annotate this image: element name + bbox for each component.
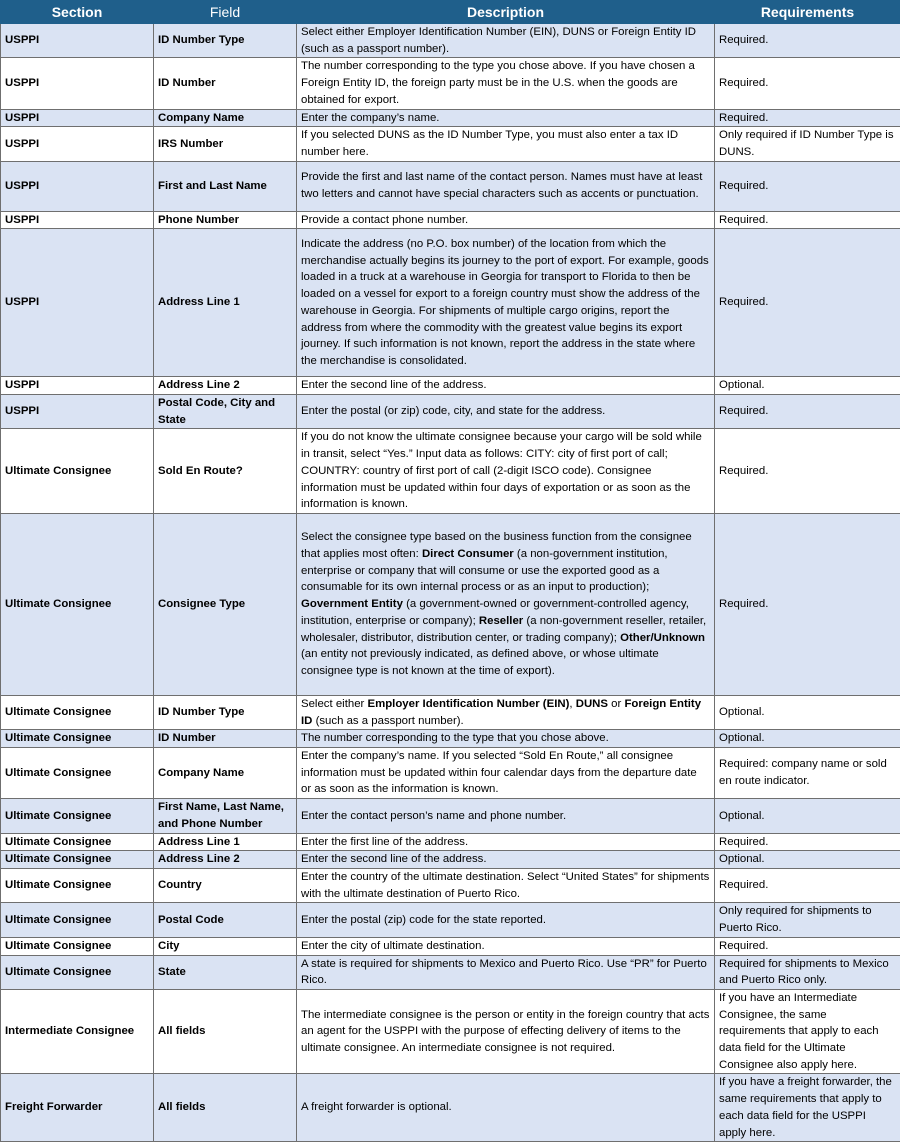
description-cell: The intermediate consignee is the person or entity in the foreign country that acts an agent for the USPPI with the purpose of effecting delivery of items to the ultimate consignee. An intermediate consignee is not required. xyxy=(297,989,715,1074)
field-cell: Sold En Route? xyxy=(154,429,297,514)
requirements-cell: If you have a freight forwarder, the same requirements that apply to each data field for the USPPI apply here. xyxy=(715,1074,900,1142)
requirements-cell: Only required if ID Number Type is DUNS. xyxy=(715,127,900,161)
table-row xyxy=(1,395,900,429)
section-cell: USPPI xyxy=(1,127,154,161)
section-cell: Intermediate Consignee xyxy=(1,989,154,1074)
requirements-cell: Required. xyxy=(715,868,900,902)
field-cell: ID Number Type xyxy=(154,695,297,729)
requirements-cell: Optional. xyxy=(715,695,900,729)
description-text: (a non-government institution, enterprise or company that will consume or use the exported good as a consumable for its own internal process or as an input to production); xyxy=(301,548,668,593)
field-cell: State xyxy=(154,955,297,989)
description-cell xyxy=(297,513,715,695)
requirements-cell: Optional. xyxy=(715,799,900,833)
requirements-cell: Required. xyxy=(715,833,900,851)
requirements-cell: Required. xyxy=(715,395,900,429)
table-row xyxy=(1,868,900,902)
table-row xyxy=(1,161,900,211)
description-bold-term: DUNS xyxy=(576,698,608,710)
section-cell: Ultimate Consignee xyxy=(1,851,154,869)
field-cell: Company Name xyxy=(154,109,297,127)
description-bold-term: Direct Consumer xyxy=(422,548,514,560)
section-cell: Ultimate Consignee xyxy=(1,903,154,937)
description-cell: Enter the second line of the address. xyxy=(297,851,715,869)
table-row xyxy=(1,58,900,109)
description-text: (such as a passport number). xyxy=(312,715,463,727)
table-row xyxy=(1,695,900,729)
table-row xyxy=(1,1074,900,1142)
requirements-cell: Required. xyxy=(715,161,900,211)
table-row xyxy=(1,955,900,989)
table-row xyxy=(1,429,900,514)
field-cell: Company Name xyxy=(154,748,297,799)
section-cell: Ultimate Consignee xyxy=(1,955,154,989)
section-cell: USPPI xyxy=(1,24,154,58)
field-cell: Country xyxy=(154,868,297,902)
table-row xyxy=(1,989,900,1074)
description-text: (a government-owned or government-controlled agency, institution, enterprise or company); xyxy=(301,598,689,627)
description-cell: If you do not know the ultimate consignee because your cargo will be sold while in transit, select “Yes.” Input data as follows: CITY: city of first port of call; COUNTRY: country of first port of call (2-digit ISCO code). Consignee information must be updated within four days of exportation or as soon as the information is known. xyxy=(297,429,715,514)
column-header-description: Description xyxy=(297,1,715,24)
field-cell: All fields xyxy=(154,1074,297,1142)
section-cell: USPPI xyxy=(1,161,154,211)
description-cell: Provide the first and last name of the contact person. Names must have at least two letters and cannot have special characters such as accents or punctuation. xyxy=(297,161,715,211)
column-header-field: Field xyxy=(154,1,297,24)
field-cell: ID Number Type xyxy=(154,24,297,58)
description-cell: Provide a contact phone number. xyxy=(297,211,715,229)
description-text: (a non-government reseller, retailer, wholesaler, distributor, distribution center, or trading company); xyxy=(301,615,706,644)
description-cell: Enter the company’s name. xyxy=(297,109,715,127)
description-bold-term: Other/Unknown xyxy=(620,632,705,644)
requirements-cell: Required. xyxy=(715,24,900,58)
table-row xyxy=(1,211,900,229)
requirements-cell: Required. xyxy=(715,109,900,127)
field-cell: Address Line 2 xyxy=(154,377,297,395)
requirements-cell: Required for shipments to Mexico and Puerto Rico only. xyxy=(715,955,900,989)
field-cell: Phone Number xyxy=(154,211,297,229)
requirements-cell: Required. xyxy=(715,937,900,955)
requirements-cell: Optional. xyxy=(715,730,900,748)
description-cell: Enter the postal (zip) code for the state reported. xyxy=(297,903,715,937)
field-cell: Address Line 1 xyxy=(154,833,297,851)
requirements-cell: Optional. xyxy=(715,377,900,395)
description-cell: A state is required for shipments to Mexico and Puerto Rico. Use “PR” for Puerto Rico. xyxy=(297,955,715,989)
table-row xyxy=(1,377,900,395)
section-cell: Ultimate Consignee xyxy=(1,513,154,695)
section-cell: USPPI xyxy=(1,377,154,395)
column-header-section: Section xyxy=(1,1,154,24)
requirements-cell: Only required for shipments to Puerto Rico. xyxy=(715,903,900,937)
requirements-cell: Required. xyxy=(715,211,900,229)
description-cell: Enter the first line of the address. xyxy=(297,833,715,851)
table-row xyxy=(1,851,900,869)
field-cell: Address Line 1 xyxy=(154,229,297,377)
section-cell: USPPI xyxy=(1,58,154,109)
description-text: or xyxy=(608,698,624,710)
description-cell: Enter the contact person’s name and phone number. xyxy=(297,799,715,833)
description-bold-term: Employer Identification Number (EIN) xyxy=(367,698,569,710)
description-bold-term: Reseller xyxy=(479,615,523,627)
description-cell: Select either Employer Identification Number (EIN), DUNS or Foreign Entity ID (such as a passport number). xyxy=(297,24,715,58)
field-cell: Postal Code xyxy=(154,903,297,937)
description-text: (an entity not previously indicated, as defined above, or whose ultimate consignee type is not known at the time of export). xyxy=(301,648,659,677)
table-row xyxy=(1,109,900,127)
table-row xyxy=(1,748,900,799)
section-cell: USPPI xyxy=(1,109,154,127)
description-cell: If you selected DUNS as the ID Number Type, you must also enter a tax ID number here. xyxy=(297,127,715,161)
requirements-cell: Required. xyxy=(715,429,900,514)
field-cell: IRS Number xyxy=(154,127,297,161)
table-row xyxy=(1,24,900,58)
description-text: , xyxy=(569,698,575,710)
section-cell: Ultimate Consignee xyxy=(1,937,154,955)
requirements-cell: Required. xyxy=(715,513,900,695)
table-row xyxy=(1,730,900,748)
table-row xyxy=(1,799,900,833)
column-header-requirements: Requirements xyxy=(715,1,900,24)
table-row xyxy=(1,127,900,161)
description-cell: The number corresponding to the type you chose above. If you have chosen a Foreign Entity ID, the foreign party must be in the U.S. when the goods are obtained for export. xyxy=(297,58,715,109)
section-cell: Ultimate Consignee xyxy=(1,868,154,902)
description-text: Select the consignee type based on the business function from the consignee that applies most often: xyxy=(301,531,692,560)
field-cell: Address Line 2 xyxy=(154,851,297,869)
description-cell: Enter the company’s name. If you selected “Sold En Route,” all consignee information must be updated within four calendar days from the departure date or as soon as the information is known. xyxy=(297,748,715,799)
requirements-cell: Required. xyxy=(715,229,900,377)
field-cell: Consignee Type xyxy=(154,513,297,695)
requirements-cell: If you have an Intermediate Consignee, the same requirements that apply to each data field for the Ultimate Consignee also apply here. xyxy=(715,989,900,1074)
description-cell: Indicate the address (no P.O. box number) of the location from which the merchandise actually begins its journey to the port of export. For example, goods loaded in a truck at a warehouse in Georgia for transport to Florida to then be loaded on a vessel for export to a foreign country must show the address of the warehouse in Georgia. For shipments of multiple cargo origins, report the address from where the commodity with the greatest value begins its export journey. If such information is not known, report the address in the state where the merchandise is consolidated. xyxy=(297,229,715,377)
table-row xyxy=(1,903,900,937)
field-cell: Postal Code, City and State xyxy=(154,395,297,429)
requirements-cell: Required: company name or sold en route indicator. xyxy=(715,748,900,799)
description-cell: Enter the country of the ultimate destination. Select “United States” for shipments with the ultimate destination of Puerto Rico. xyxy=(297,868,715,902)
field-cell: All fields xyxy=(154,989,297,1074)
description-cell: Enter the city of ultimate destination. xyxy=(297,937,715,955)
header-row xyxy=(1,1,900,24)
section-cell: Ultimate Consignee xyxy=(1,730,154,748)
section-cell: USPPI xyxy=(1,229,154,377)
field-cell: ID Number xyxy=(154,730,297,748)
section-cell: Ultimate Consignee xyxy=(1,429,154,514)
description-cell: The number corresponding to the type that you chose above. xyxy=(297,730,715,748)
description-cell: A freight forwarder is optional. xyxy=(297,1074,715,1142)
table-row xyxy=(1,833,900,851)
field-cell: City xyxy=(154,937,297,955)
section-cell: USPPI xyxy=(1,395,154,429)
table-row xyxy=(1,937,900,955)
description-cell xyxy=(297,695,715,729)
section-cell: Ultimate Consignee xyxy=(1,695,154,729)
section-cell: Ultimate Consignee xyxy=(1,748,154,799)
section-cell: Ultimate Consignee xyxy=(1,799,154,833)
field-cell: First Name, Last Name, and Phone Number xyxy=(154,799,297,833)
table-row xyxy=(1,229,900,377)
table-row xyxy=(1,513,900,695)
description-cell: Enter the second line of the address. xyxy=(297,377,715,395)
requirements-cell: Required. xyxy=(715,58,900,109)
description-bold-term: Foreign Entity ID xyxy=(301,698,701,727)
section-cell: Ultimate Consignee xyxy=(1,833,154,851)
section-cell: USPPI xyxy=(1,211,154,229)
description-text: Select either xyxy=(301,698,367,710)
requirements-cell: Optional. xyxy=(715,851,900,869)
description-bold-term: Government Entity xyxy=(301,598,403,610)
field-cell: ID Number xyxy=(154,58,297,109)
section-cell: Freight Forwarder xyxy=(1,1074,154,1142)
description-cell: Enter the postal (or zip) code, city, and state for the address. xyxy=(297,395,715,429)
field-cell: First and Last Name xyxy=(154,161,297,211)
